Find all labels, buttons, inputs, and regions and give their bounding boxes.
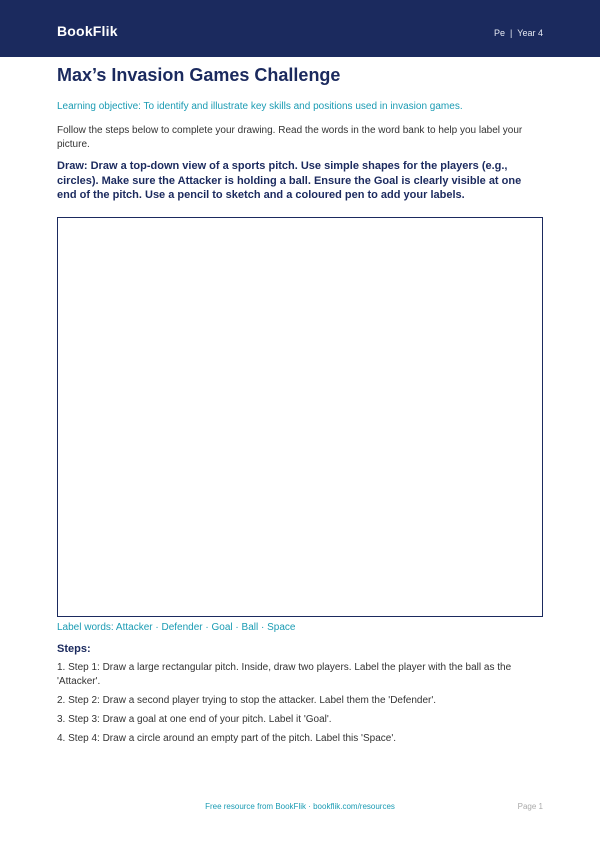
footer-text: Free resource from BookFlik · bookflik.com/resources [205,802,395,811]
label-word-bank: Label words: Attacker · Defender · Goal · Ball · Space [57,622,296,633]
drawing-area[interactable] [57,217,543,617]
step-item: 4. Step 4: Draw a circle around an empty part of the pitch. Label this 'Space'. [57,733,397,744]
page-title: Max’s Invasion Games Challenge [57,65,341,85]
header-bar [0,0,600,57]
page-number: Page 1 [517,802,543,811]
step-item: 3. Step 3: Draw a goal at one end of your pitch. Label it 'Goal'. [57,714,332,725]
intro-text: Follow the steps below to complete your drawing. Read the words in the word bank to help you label your picture. [57,125,523,150]
draw-instructions: Draw: Draw a top-down view of a sports pitch. Use simple shapes for the players (e.g., circles). Make sure the Attacker is holding a ball. Ensure the Goal is clearly visible at one end of the pitch. Use a pencil to sketch and a coloured pen to add your labels. [57,160,522,201]
separator: | [509,28,513,38]
step-item: 2. Step 2: Draw a second player trying to stop the attacker. Label them the 'Defender'. [57,695,437,706]
steps-heading: Steps: [57,643,91,655]
brand-logo: BookFlik [57,23,118,39]
step-item: 1. Step 1: Draw a large rectangular pitch. Inside, draw two players. Label the player with the ball as the 'Attacker'. [57,662,512,687]
subject-year [494,28,543,38]
subject-label: Pe [493,28,505,38]
learning-objective: Learning objective: To identify and illustrate key skills and positions used in invasion games. [57,101,463,112]
steps-list [57,661,543,751]
year-label: Year 4 [517,28,543,38]
